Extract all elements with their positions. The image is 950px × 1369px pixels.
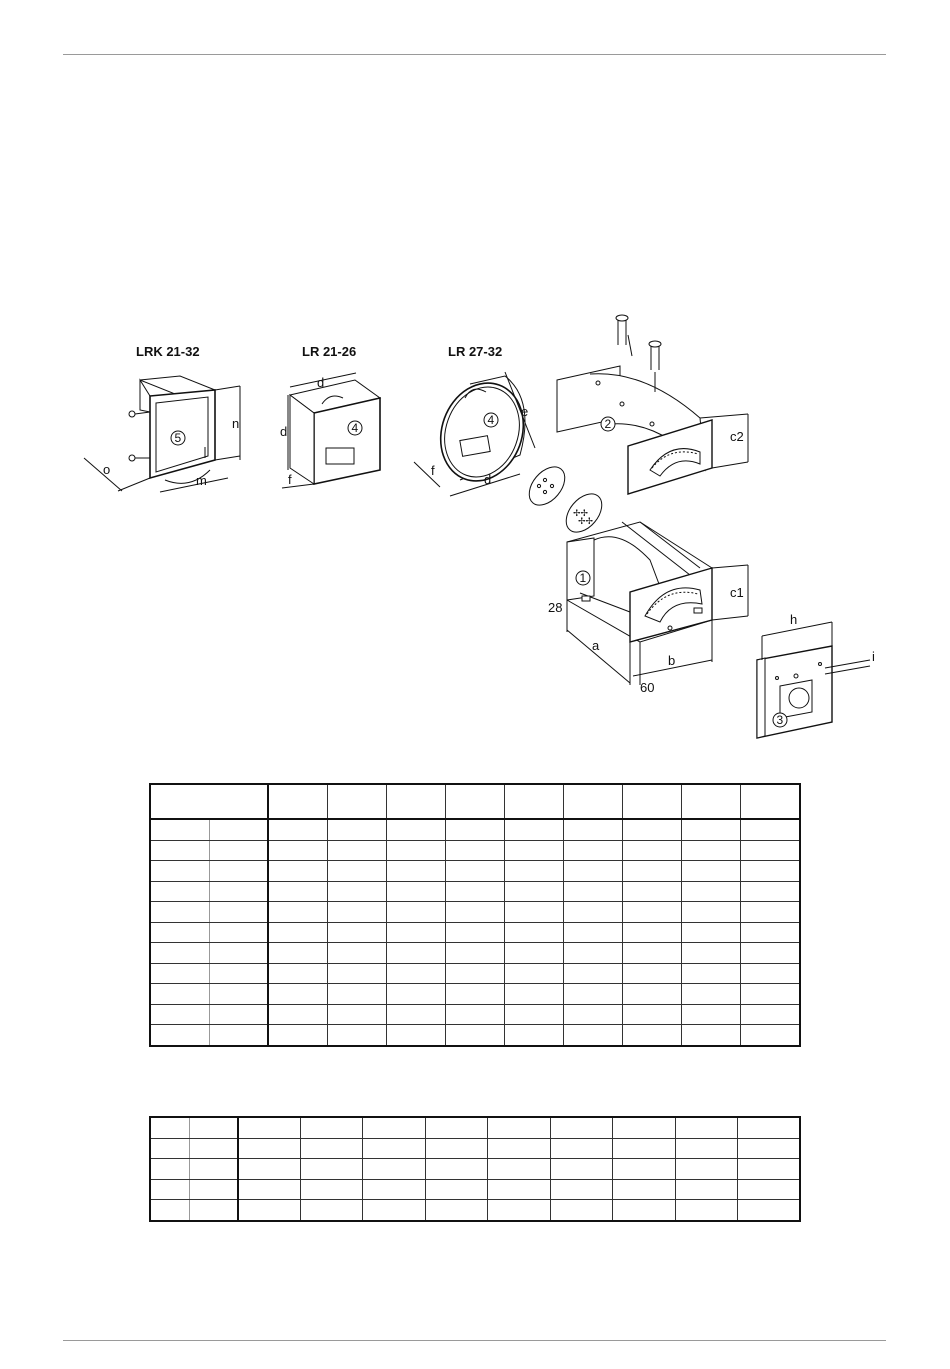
table-cell [300,1117,362,1138]
table-row [150,881,800,902]
dimensions-table-2 [149,1116,801,1222]
svg-text:✢✢: ✢✢ [578,516,594,526]
table-cell [623,984,682,1005]
table-row [150,1117,800,1138]
table-cell [504,902,563,923]
table-cell [741,902,800,923]
table-cell [150,902,209,923]
table-cell [682,1025,741,1046]
table-cell [150,1179,190,1200]
table-cell [504,784,563,819]
table-cell [623,963,682,984]
table-cell [300,1159,362,1180]
table-cell [550,1179,612,1200]
table-cell [209,922,268,943]
dim-a: a [592,638,600,653]
table-cell [682,819,741,840]
table-cell [613,1138,675,1159]
table-cell [209,902,268,923]
table-cell [564,984,623,1005]
table-cell [488,1138,550,1159]
table-cell [564,861,623,882]
table-cell [386,1004,445,1025]
table-cell [300,1138,362,1159]
part-number-5: 5 [174,431,182,445]
table-cell [363,1179,425,1200]
table-cell [190,1138,239,1159]
table-cell [504,943,563,964]
table-cell [488,1200,550,1221]
table-cell [268,984,327,1005]
table-cell [386,984,445,1005]
table-cell [238,1200,300,1221]
table-cell [675,1200,737,1221]
table-cell [425,1200,487,1221]
table-cell [209,819,268,840]
upper-shell-part [557,315,748,494]
table-cell [150,840,209,861]
table-cell [190,1117,239,1138]
table-cell [386,784,445,819]
exploded-view-figure [0,300,950,750]
table-cell [504,819,563,840]
table-cell [268,784,327,819]
table-cell [675,1179,737,1200]
table-cell [504,922,563,943]
part-number-4b: 4 [487,413,495,427]
table-cell [150,784,268,819]
table-cell [386,902,445,923]
table-cell [327,963,386,984]
table-cell [550,1138,612,1159]
table-cell [564,922,623,943]
table-cell [613,1200,675,1221]
table-cell [623,1025,682,1046]
table-row [150,1138,800,1159]
table-row [150,902,800,923]
table-cell [209,963,268,984]
cover-discs [522,460,609,539]
table-row [150,819,800,840]
table-cell [238,1179,300,1200]
table-cell [675,1117,737,1138]
dim-28: 28 [548,600,563,615]
table-cell [623,1004,682,1025]
table-cell [150,943,209,964]
dim-h: h [790,612,798,627]
table-cell [682,881,741,902]
table-cell [425,1159,487,1180]
table-cell [363,1159,425,1180]
table-cell [682,922,741,943]
table-cell [613,1159,675,1180]
table-cell [425,1117,487,1138]
table-cell [738,1159,801,1180]
table-row [150,1025,800,1046]
table-cell [741,963,800,984]
table-cell [363,1138,425,1159]
table-cell [150,1200,190,1221]
table-cell [564,784,623,819]
table-cell [682,984,741,1005]
table-cell [445,840,504,861]
table-cell [445,819,504,840]
table-cell [238,1138,300,1159]
table-cell [386,819,445,840]
table-cell [550,1159,612,1180]
table-cell [741,1025,800,1046]
table-cell [623,861,682,882]
table-cell [238,1159,300,1180]
table-cell [741,922,800,943]
dim-e: e [521,404,529,419]
dim-b: b [668,653,676,668]
table-cell [741,881,800,902]
table-header-row [150,784,800,819]
table-cell [327,1004,386,1025]
table-cell [550,1117,612,1138]
table-cell [300,1179,362,1200]
table-cell [682,861,741,882]
table-cell [741,784,800,819]
table-cell [488,1159,550,1180]
table-cell [268,1004,327,1025]
table-cell [209,984,268,1005]
header-rule [63,54,886,55]
table-cell [445,1025,504,1046]
table-cell [738,1179,801,1200]
table-cell [504,984,563,1005]
dim-d-top: d [317,375,325,390]
footer-rule [63,1340,886,1341]
dim-f-small: f [288,472,292,487]
table-cell [425,1138,487,1159]
table-cell [327,922,386,943]
table-cell [445,963,504,984]
table-cell [741,984,800,1005]
table-cell [327,819,386,840]
table-cell [386,1025,445,1046]
table-cell [623,819,682,840]
lr-large-drum [427,371,536,492]
table-cell [623,881,682,902]
table-cell [386,943,445,964]
dimensions-table-1 [149,783,801,1047]
table-cell [150,984,209,1005]
table-cell [268,922,327,943]
table-cell [209,943,268,964]
svg-text:✢✢: ✢✢ [573,508,589,518]
table-cell [445,943,504,964]
table-cell [150,861,209,882]
part-number-2: 2 [604,417,612,431]
table-cell [741,943,800,964]
title-lrk: LRK 21-32 [136,344,200,359]
table-cell [268,943,327,964]
table-cell [488,1179,550,1200]
table-cell [150,1004,209,1025]
table-cell [209,1025,268,1046]
table-cell [682,784,741,819]
table-cell [268,963,327,984]
table-cell [741,861,800,882]
table-cell [386,922,445,943]
table-cell [150,819,209,840]
table-cell [327,902,386,923]
table-row [150,943,800,964]
table-cell [268,840,327,861]
table-row [150,1004,800,1025]
table-cell [445,784,504,819]
table-cell [268,819,327,840]
table-cell [564,819,623,840]
table-cell [190,1179,239,1200]
table-cell [386,861,445,882]
table-cell [564,902,623,923]
table-row [150,840,800,861]
dim-d-large: d [484,472,492,487]
table-cell [445,881,504,902]
table-cell [682,943,741,964]
table-cell [738,1138,801,1159]
dim-n: n [232,416,240,431]
dim-60: 60 [640,680,655,695]
table-cell [425,1179,487,1200]
table-cell [564,881,623,902]
table-cell [209,1004,268,1025]
table-cell [445,1004,504,1025]
table-cell [564,1025,623,1046]
table-cell [300,1200,362,1221]
table-cell [386,881,445,902]
table-cell [445,902,504,923]
table-cell [741,819,800,840]
table-cell [190,1159,239,1180]
table-cell [209,840,268,861]
table-cell [504,840,563,861]
table-cell [327,881,386,902]
table-cell [150,881,209,902]
table-cell [363,1117,425,1138]
table-cell [564,1004,623,1025]
table-cell [209,861,268,882]
table-row [150,922,800,943]
table-cell [682,1004,741,1025]
table-cell [682,840,741,861]
table-cell [327,984,386,1005]
table-cell [675,1159,737,1180]
dim-c2: c2 [730,429,744,444]
table-cell [682,902,741,923]
table-cell [564,963,623,984]
lrk-box [129,376,240,483]
table-cell [550,1200,612,1221]
table-cell [190,1200,239,1221]
table-cell [150,1117,190,1138]
table-cell [327,840,386,861]
table-row [150,1179,800,1200]
table-cell [386,840,445,861]
table-cell [327,943,386,964]
table-cell [504,1004,563,1025]
dim-c1: c1 [730,585,744,600]
table-cell [386,963,445,984]
table-cell [741,1004,800,1025]
table-cell [738,1117,801,1138]
table-cell [504,861,563,882]
table-row [150,984,800,1005]
lr-small-box [290,380,380,484]
part-number-3: 3 [776,713,784,727]
dim-d-height: d [280,424,288,439]
table-cell [150,1025,209,1046]
title-lr-21-26: LR 21-26 [302,344,357,359]
dim-i: i [872,649,875,664]
table-cell [613,1117,675,1138]
part-number-4a: 4 [351,421,359,435]
dim-f-large: f [431,463,435,478]
table-cell [445,861,504,882]
table-cell [209,881,268,902]
table-cell [504,963,563,984]
table-cell [623,784,682,819]
table-cell [445,922,504,943]
dim-o: o [103,462,111,477]
dim-m: m [196,473,207,488]
table-cell [682,963,741,984]
table-cell [327,784,386,819]
table-cell [268,861,327,882]
table-cell [675,1138,737,1159]
table-cell [564,840,623,861]
table-cell [741,840,800,861]
table-cell [504,881,563,902]
table-cell [150,1159,190,1180]
table-row [150,861,800,882]
table-row [150,1200,800,1221]
table-cell [150,922,209,943]
table-cell [268,902,327,923]
table-cell [613,1179,675,1200]
table-cell [238,1117,300,1138]
table-cell [268,881,327,902]
table-cell [268,1025,327,1046]
table-row [150,963,800,984]
table-cell [564,943,623,964]
mounting-plate-part [757,646,832,738]
table-row [150,1159,800,1180]
table-cell [327,1025,386,1046]
table-cell [623,943,682,964]
table-cell [363,1200,425,1221]
table-cell [488,1117,550,1138]
table-cell [150,1138,190,1159]
title-lr-27-32: LR 27-32 [448,344,503,359]
table-cell [623,902,682,923]
table-cell [150,963,209,984]
table-cell [504,1025,563,1046]
table-cell [738,1200,801,1221]
table-cell [623,840,682,861]
table-cell [623,922,682,943]
table-cell [445,984,504,1005]
table-cell [327,861,386,882]
part-number-1: 1 [579,571,587,585]
